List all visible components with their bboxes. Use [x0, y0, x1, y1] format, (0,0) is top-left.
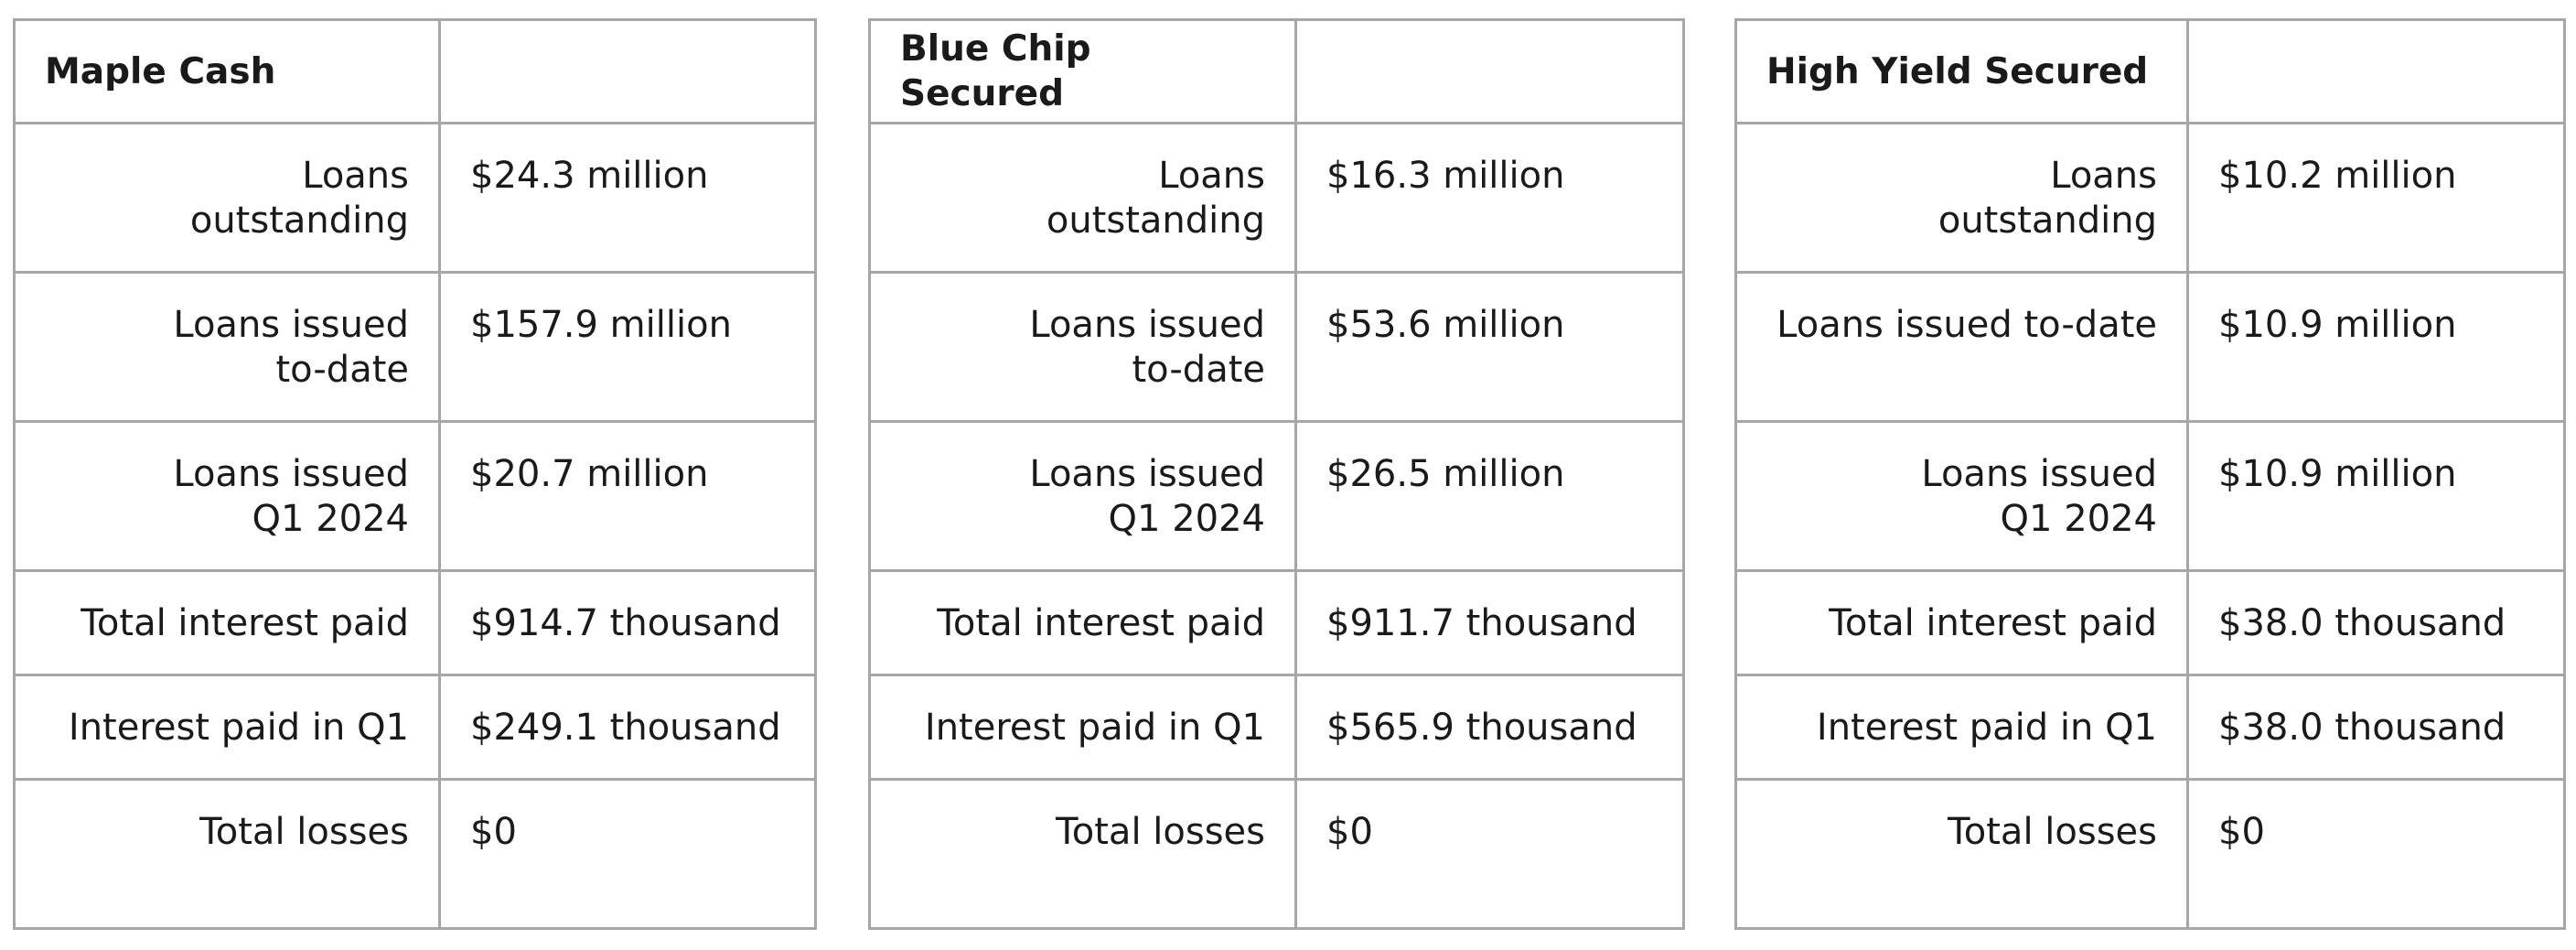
row-label: Interest paid in Q1 — [1736, 675, 2188, 780]
table-row — [870, 422, 1684, 571]
table-title: Blue Chip Secured — [870, 20, 1296, 124]
row-value: $10.2 million — [2188, 124, 2565, 273]
row-value: $24.3 million — [440, 124, 816, 273]
row-value: $16.3 million — [1296, 124, 1684, 273]
table-row — [870, 675, 1684, 780]
pool-table-high-yield-secured — [1734, 18, 2566, 930]
row-value: $38.0 thousand — [2188, 571, 2565, 675]
table-row — [870, 273, 1684, 422]
table-row — [15, 124, 816, 273]
row-label: Total losses — [1736, 780, 2188, 929]
row-value: $53.6 million — [1296, 273, 1684, 422]
table-row — [1736, 571, 2565, 675]
table-row — [1736, 124, 2565, 273]
row-label: Total losses — [15, 780, 440, 929]
row-value: $0 — [1296, 780, 1684, 929]
row-label: Interest paid in Q1 — [15, 675, 440, 780]
table-row — [1736, 273, 2565, 422]
header-empty-cell — [440, 20, 816, 124]
table-row — [15, 273, 816, 422]
table-row — [870, 124, 1684, 273]
row-value: $10.9 million — [2188, 422, 2565, 571]
table-header-row — [870, 20, 1684, 124]
row-label: Loans outstanding — [870, 124, 1296, 273]
row-value: $10.9 million — [2188, 273, 2565, 422]
pool-table-blue-chip-secured — [868, 18, 1685, 930]
row-value: $157.9 million — [440, 273, 816, 422]
row-value: $38.0 thousand — [2188, 675, 2565, 780]
table-row — [15, 571, 816, 675]
row-label: Total losses — [870, 780, 1296, 929]
row-value: $26.5 million — [1296, 422, 1684, 571]
row-label: Loans issued to-date — [15, 273, 440, 422]
row-value: $20.7 million — [440, 422, 816, 571]
row-label: Loans outstanding — [15, 124, 440, 273]
table-row — [1736, 422, 2565, 571]
row-label: Loans issued Q1 2024 — [870, 422, 1296, 571]
table-row — [870, 780, 1684, 929]
row-value: $565.9 thousand — [1296, 675, 1684, 780]
row-label: Loans issued Q1 2024 — [1736, 422, 2188, 571]
row-label: Interest paid in Q1 — [870, 675, 1296, 780]
row-label: Loans issued to-date — [1736, 273, 2188, 422]
table-row — [15, 780, 816, 929]
row-label: Loans issued to-date — [870, 273, 1296, 422]
table-row — [870, 571, 1684, 675]
row-label: Total interest paid — [870, 571, 1296, 675]
row-value: $249.1 thousand — [440, 675, 816, 780]
row-value: $0 — [2188, 780, 2565, 929]
table-title: High Yield Secured — [1736, 20, 2188, 124]
header-empty-cell — [2188, 20, 2565, 124]
table-title: Maple Cash — [15, 20, 440, 124]
row-label: Loans issued Q1 2024 — [15, 422, 440, 571]
table-row — [1736, 675, 2565, 780]
table-header-row — [15, 20, 816, 124]
row-label: Total interest paid — [15, 571, 440, 675]
row-label: Loans outstanding — [1736, 124, 2188, 273]
row-value: $914.7 thousand — [440, 571, 816, 675]
table-header-row — [1736, 20, 2565, 124]
header-empty-cell — [1296, 20, 1684, 124]
pool-table-maple-cash — [13, 18, 817, 930]
table-row — [15, 422, 816, 571]
table-row — [1736, 780, 2565, 929]
table-row — [15, 675, 816, 780]
row-value: $0 — [440, 780, 816, 929]
row-label: Total interest paid — [1736, 571, 2188, 675]
row-value: $911.7 thousand — [1296, 571, 1684, 675]
